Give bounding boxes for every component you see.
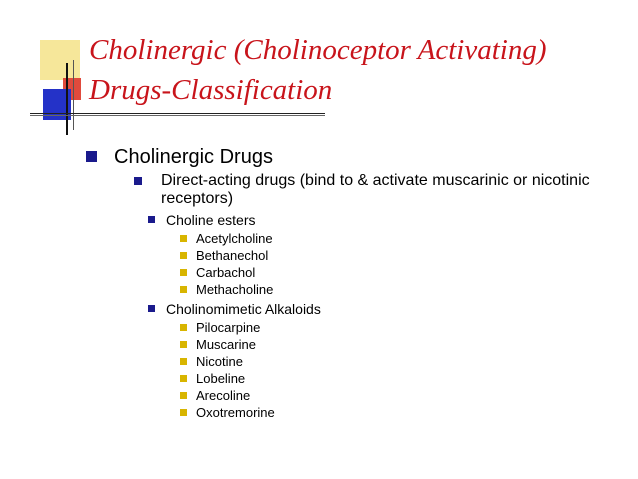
outline-level3	[148, 211, 626, 421]
item-label: Arecoline	[196, 388, 251, 403]
square-bullet-icon	[134, 177, 142, 185]
slide-body	[86, 144, 626, 421]
item-label: Direct-acting drugs (bind to & activate muscarinic or nicotinic receptors)	[161, 172, 590, 207]
list-item-level3	[148, 211, 626, 298]
square-bullet-icon	[148, 216, 155, 223]
list-item	[180, 247, 626, 264]
square-bullet-icon	[148, 305, 155, 312]
slide-title-line1: Cholinergic (Cholinoceptor Activating)	[89, 34, 547, 66]
item-label: Pilocarpine	[196, 320, 261, 335]
item-label: Nicotine	[196, 354, 243, 369]
list-item	[180, 319, 626, 336]
list-item-level1	[86, 144, 626, 421]
slide-title	[89, 30, 629, 110]
item-label: Lobeline	[196, 371, 246, 386]
decor-vertical-line	[66, 63, 68, 135]
gold-bullet-icon	[180, 392, 187, 399]
gold-bullet-icon	[180, 358, 187, 365]
list-item	[180, 230, 626, 247]
slide-title-line2: Drugs-Classification	[89, 74, 333, 106]
item-label: Cholinomimetic Alkaloids	[166, 301, 321, 317]
decor-yellow-square	[40, 40, 80, 80]
gold-bullet-icon	[180, 324, 187, 331]
outline-level2	[134, 172, 626, 421]
decor-vertical-line-thin	[73, 60, 74, 130]
outline-level4	[180, 230, 626, 298]
item-label: Muscarine	[196, 337, 256, 352]
item-label: Bethanechol	[196, 248, 269, 263]
decor-horizontal-line-thin	[30, 115, 325, 116]
list-item	[180, 370, 626, 387]
list-item-level3	[148, 300, 626, 421]
list-item	[180, 336, 626, 353]
gold-bullet-icon	[180, 269, 187, 276]
gold-bullet-icon	[180, 252, 187, 259]
gold-bullet-icon	[180, 286, 187, 293]
item-label: Carbachol	[196, 265, 256, 280]
outline-level1	[86, 144, 626, 421]
decor-horizontal-line	[30, 113, 325, 114]
item-label: Cholinergic Drugs	[114, 146, 273, 168]
list-item	[180, 387, 626, 404]
list-item	[180, 404, 626, 421]
list-item	[180, 353, 626, 370]
list-item	[180, 264, 626, 281]
square-bullet-icon	[86, 151, 97, 162]
gold-bullet-icon	[180, 341, 187, 348]
list-item-level2	[134, 172, 626, 421]
gold-bullet-icon	[180, 235, 187, 242]
gold-bullet-icon	[180, 409, 187, 416]
item-label: Methacholine	[196, 282, 274, 297]
item-label: Oxotremorine	[196, 405, 275, 420]
item-label: Acetylcholine	[196, 231, 273, 246]
outline-level4	[180, 319, 626, 421]
list-item	[180, 281, 626, 298]
gold-bullet-icon	[180, 375, 187, 382]
item-label: Choline esters	[166, 212, 256, 228]
